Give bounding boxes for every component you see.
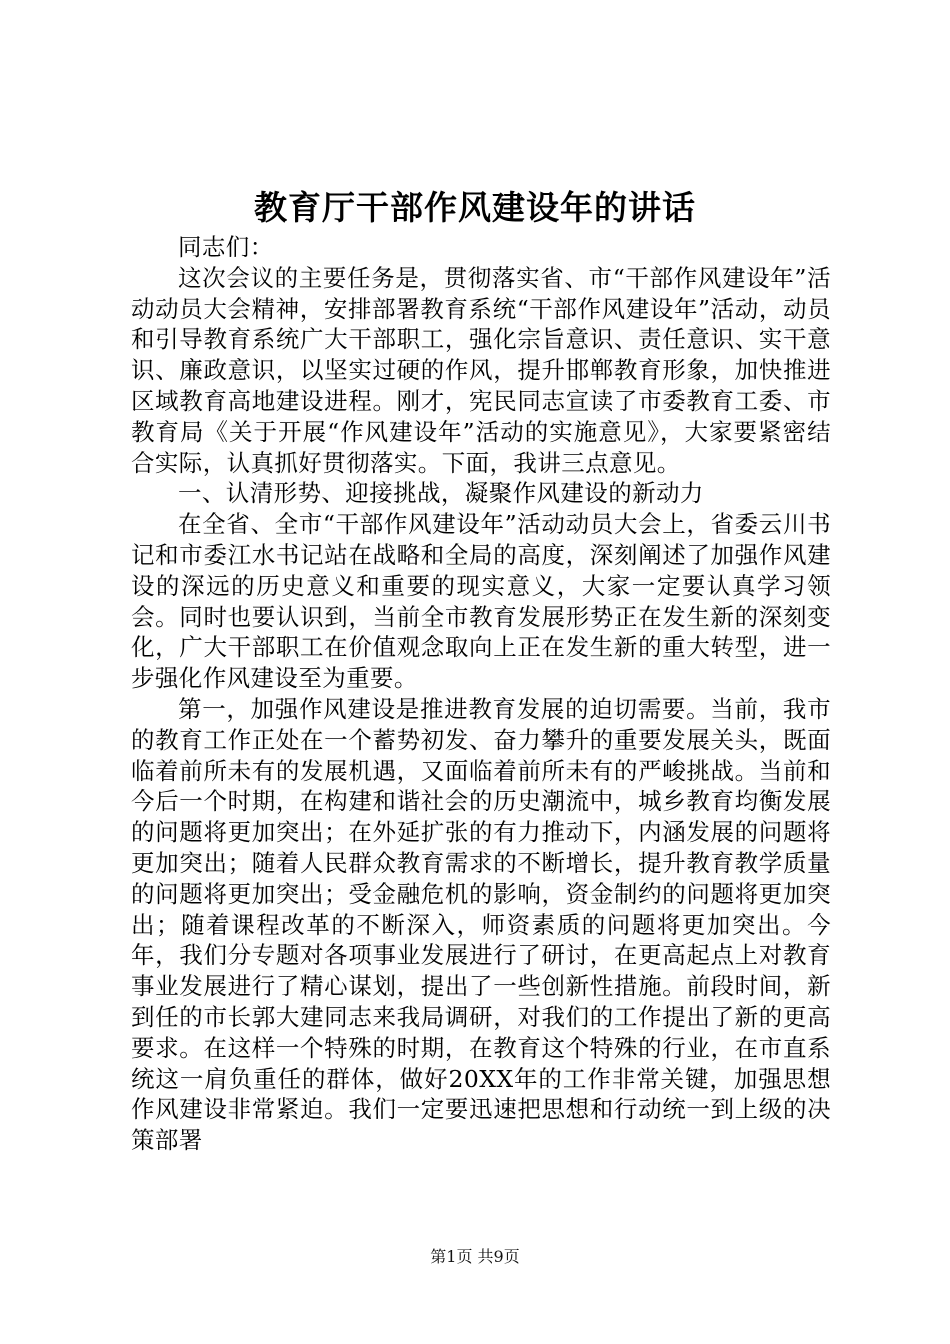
body-paragraph: 这次会议的主要任务是，贯彻落实省、市“干部作风建设年”活动动员大会精神，安排部署教育系统“干部作风建设年”活动，动员和引导教育系统广大干部职工，强化宗旨意识、责任意识、实干意识、廉政意识，以坚实过硬的作风，提升邯郸教育形象，加快推进区域教育高地建设进程。刚才，宪民同志宣读了市委教育工委、市教育局《关于开展“作风建设年”活动的实施意见》，大家要紧密结合实际，认真抓好贯彻落实。下面，我讲三点意见。 [131,263,831,477]
section-heading: 一、认清形势、迎接挑战，凝聚作风建设的新动力 [178,479,704,508]
body-paragraph: 第一，加强作风建设是推进教育发展的迫切需要。当前，我市的教育工作正处在一个蓄势初发、奋力攀升的重要发展关头，既面临着前所未有的发展机遇，又面临着前所未有的严峻挑战。当前和今后一个时期，在构建和谐社会的历史潮流中，城乡教育均衡发展的问题将更加突出；在外延扩张的有力推动下，内涵发展的问题将更加突出；随着人民群众教育需求的不断增长，提升教育教学质量的问题将更加突出；受金融危机的影响，资金制约的问题将更加突出；随着课程改革的不断深入，师资素质的问题将更加突出。今年，我们分专题对各项事业发展进行了研讨，在更高起点上对教育事业发展进行了精心谋划，提出了一些创新性措施。前段时间，新到任的市长郭大建同志来我局调研，对我们的工作提出了新的更高要求。在这样一个特殊的时期，在教育这个特殊的行业，在市直系统这一肩负重任的群体，做好20XX年的工作非常关键，加强思想作风建设非常紧迫。我们一定要迅速把思想和行动统一到上级的决策部署 [131,694,831,1155]
body-paragraph: 在全省、全市“干部作风建设年”活动动员大会上，省委云川书记和市委江水书记站在战略和全局的高度，深刻阐述了加强作风建设的深远的历史意义和重要的现实意义，大家一定要认真学习领会。同时也要认识到，当前全市教育发展形势正在发生新的深刻变化，广大干部职工在价值观念取向上正在发生新的重大转型，进一步强化作风建设至为重要。 [131,510,831,693]
salutation-paragraph: 同志们： [178,233,274,261]
page-footer: 第1页 共9页 [430,1247,520,1266]
document-body [131,232,831,1156]
document-title: 教育厅干部作风建设年的讲话 [254,188,696,227]
